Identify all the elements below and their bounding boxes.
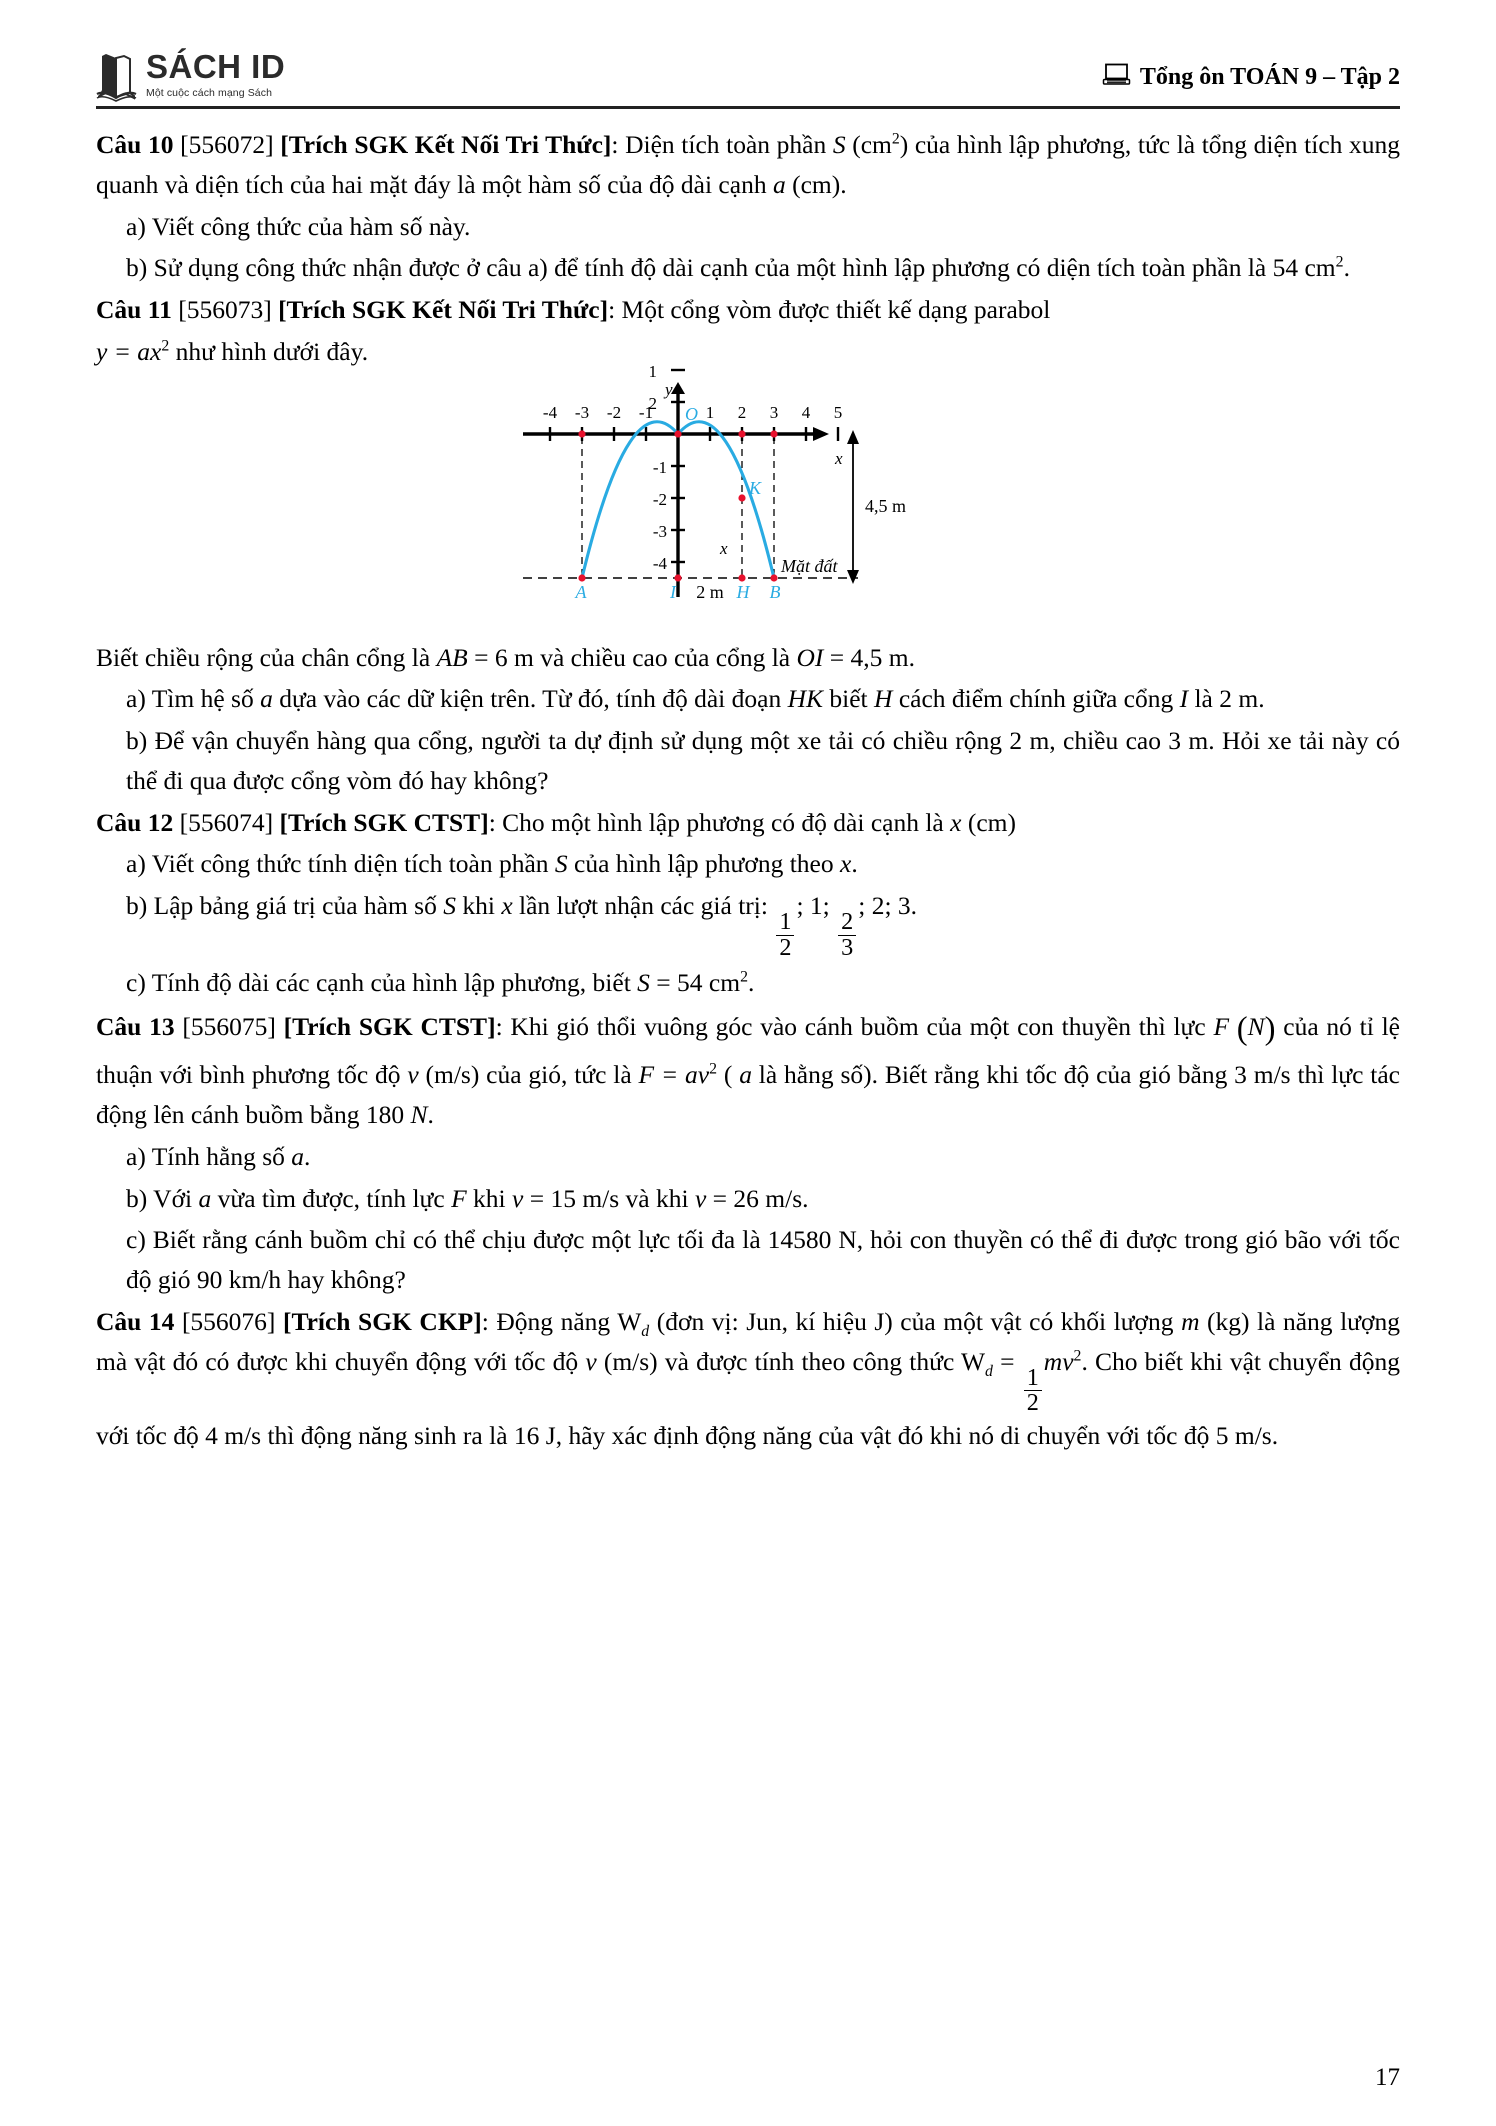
q13-part-a (96, 1137, 1400, 1177)
q14-text-2: (đơn vị: Jun, kí hiệu J) của một vật có khối lượng (649, 1306, 1182, 1336)
q10-unit: cm (860, 130, 892, 159)
q13-b-text-5: = 26 m/s. (706, 1183, 809, 1213)
header-title-text: Tổng ôn TOÁN 9 – Tập 2 (1139, 64, 1400, 90)
q11-given (96, 638, 1400, 678)
q13-text-3: (m/s) của gió, tức là (418, 1060, 639, 1090)
fraction-denominator: 3 (838, 935, 856, 961)
q14-formula-eq: = (992, 1346, 1022, 1376)
brand-tagline: Một cuộc cách mạng Sách (146, 86, 273, 99)
svg-text:5: 5 (833, 402, 843, 422)
q12-c-text-3: . (748, 967, 755, 997)
svg-text:2 m: 2 m (696, 581, 724, 602)
q14-text-1: : Động năng W (481, 1306, 642, 1336)
q14-label: Câu 14 (96, 1306, 175, 1336)
page-number: 17 (1375, 2064, 1400, 2091)
header-title-block (1103, 63, 1400, 106)
q10-source: [Trích SGK Kết Nối Tri Thức] (280, 130, 612, 159)
svg-text:O: O (685, 403, 698, 424)
fraction-two-thirds (838, 910, 856, 960)
q10-part-b-end: . (1343, 253, 1350, 283)
fraction-numerator: 1 (779, 908, 792, 936)
fraction-numerator: 2 (841, 908, 854, 936)
svg-text:2: 2 (737, 402, 747, 422)
q12-text-2: (cm) (961, 807, 1016, 837)
q12-part-c (96, 963, 1400, 1003)
q11-a-text-4: cách điểm chính giữa cổng (892, 684, 1180, 714)
q13-text-6: . (427, 1100, 434, 1130)
svg-text:x: x (720, 538, 728, 558)
svg-text:-4: -4 (652, 553, 667, 573)
q11-a-i: I (1179, 684, 1189, 714)
svg-text:I: I (670, 581, 676, 602)
q12-a-s: S (554, 849, 568, 879)
q12-source: [Trích SGK CTST] (279, 807, 489, 837)
q11-code: [556073] (178, 295, 272, 325)
q12-b-text-2: khi (455, 891, 502, 921)
svg-text:A: A (575, 581, 587, 602)
q13-b-v2: v (694, 1183, 707, 1213)
q11-AB: AB (436, 642, 468, 672)
q13-paren-close: ) (1264, 1011, 1276, 1048)
q12-a-text-1: a) Viết công thức tính diện tích toàn phần (126, 849, 555, 879)
q11-a-text-3: biết (823, 684, 875, 714)
q10-text-1: : Diện tích toàn phần (611, 130, 833, 159)
svg-text:-2: -2 (606, 402, 622, 422)
question-14 (96, 1302, 1400, 1456)
brand-logo (96, 50, 285, 106)
q12-label: Câu 12 (96, 807, 174, 837)
parabola-arch-graph (513, 361, 983, 632)
svg-text:x: x (835, 448, 843, 468)
svg-text:-2: -2 (652, 489, 667, 509)
q12-part-b (96, 886, 1400, 960)
question-10: Câu 10 [556072] [Trích SGK Kết Nối Tri Thức]: Diện tích toàn phần S $(cm^2)$ của hình lập phương, tức là tổng diện tích xung quanh và diện tích của hai mặt đáy là một hàm số của độ dài cạnh a (cm). (96, 130, 1401, 199)
q11-a-text-5: là 2 m. (1188, 684, 1265, 714)
q13-part-b (96, 1179, 1400, 1219)
q12-c-text-2: = 54 cm (649, 967, 741, 997)
q10-sup: 2 (891, 130, 900, 148)
q14-var-v: v (585, 1346, 597, 1376)
q13-formula: F = av (638, 1060, 710, 1090)
q11-source: [Trích SGK Kết Nối Tri Thức] (278, 295, 609, 325)
q13-a-text-1: a) Tính hằng số (126, 1141, 292, 1171)
q13-a-var: a (291, 1141, 305, 1171)
q12-b-end: ; 2; 3. (858, 891, 918, 921)
q14-sub-d: d (641, 1322, 650, 1340)
q11-part-a (96, 679, 1400, 719)
q14-text-5: . Cho biết khi vật chuyển động với tốc độ 4 m/s thì động năng sinh ra là 16 J, hãy xác định động năng của vật đó khi nó di chuyển với tốc độ 5 m/s. (96, 1346, 1400, 1451)
q14-formula-sub: d (985, 1362, 993, 1380)
q11-text-1: : Một cổng vòm được thiết kế dạng parabol (608, 295, 1051, 325)
q13-b-a: a (198, 1183, 212, 1213)
q13-formula-sup: 2 (709, 1060, 717, 1078)
q13-part-c: c) Biết rằng cánh buồm chỉ có thể chịu được một lực tối đa là 14580 N, hỏi con thuyền có thể đi được trong gió bão với tốc độ gió 90 km/h hay không? (126, 1225, 1400, 1295)
q11-part-b: b) Để vận chuyển hàng qua cổng, người ta dự định sử dụng một xe tải có chiều rộng 2 m, chiều cao 3 m. Hỏi xe tải này có thể đi qua được cổng vòm đó hay không? (126, 726, 1400, 795)
svg-text:-1: -1 (638, 402, 654, 422)
q11-label: Câu 11 (96, 295, 172, 325)
q11-OI-val: = 4,5 m. (823, 642, 915, 672)
q10-part-b (96, 248, 1400, 288)
q13-code: [556075] (182, 1012, 276, 1042)
figure-container (96, 361, 1400, 632)
q12-part-a (96, 844, 1400, 884)
q10-part-b-text: b) Sử dụng công thức nhận được ở câu a) để tính độ dài cạnh của một hình lập phương có diện tích toàn phần là 54 cm (126, 253, 1336, 283)
q10-var-s: S (832, 130, 846, 159)
q12-b-text-3: lần lượt nhận các giá trị: (512, 891, 775, 921)
q14-code: [556076] (181, 1306, 276, 1336)
fraction-one-half (776, 910, 794, 960)
q11-formula-line (96, 332, 1400, 372)
q13-paren-open: ( (1236, 1011, 1248, 1048)
question-12 (96, 803, 1400, 843)
q11-AB-val: = 6 m và chiều cao của cổng là (467, 642, 797, 672)
q12-c-s: S (637, 967, 650, 997)
q10-label: Câu 10 (96, 130, 174, 159)
svg-text:3: 3 (769, 402, 779, 422)
svg-text:1: 1 (648, 361, 657, 381)
svg-text:K: K (749, 477, 762, 498)
question-13 (96, 1004, 1400, 1134)
svg-text:-3: -3 (574, 402, 590, 422)
q14-text-4: (m/s) và được tính theo công thức W (596, 1346, 986, 1376)
q12-var-x: x (950, 807, 962, 837)
q13-b-text-4: = 15 m/s và khi (523, 1183, 695, 1213)
q13-var-v: v (407, 1060, 419, 1090)
q13-text-5: là hằng số). Biết rằng khi tốc độ của gió bằng 3 m/s thì lực tác động lên cánh buồm bằng 180 (96, 1060, 1400, 1130)
q14-formula-sup: 2 (1073, 1347, 1082, 1365)
q13-b-text-1: b) Với (126, 1183, 199, 1213)
q12-b-s: S (443, 891, 456, 921)
brand-text-block (146, 50, 285, 98)
q12-b-x: x (501, 891, 513, 921)
brand-name: SÁCH ID (146, 48, 286, 85)
svg-text:B: B (769, 581, 781, 602)
fraction-numerator: 1 (1026, 1363, 1039, 1391)
q10-part-b-sup: 2 (1335, 253, 1344, 271)
q13-var-a: a (739, 1060, 752, 1090)
q11-OI: OI (796, 642, 824, 672)
svg-text:2: 2 (648, 393, 657, 413)
q12-a-x: x (840, 849, 852, 879)
q13-label: Câu 13 (96, 1012, 175, 1042)
q11-given-text-1: Biết chiều rộng của chân cổng là (96, 642, 437, 672)
document-body (96, 109, 1400, 1456)
q13-b-f: F (451, 1183, 467, 1213)
q13-n: N (410, 1100, 428, 1130)
laptop-icon (1103, 63, 1130, 92)
question-11 (96, 290, 1400, 330)
q11-a-var: a (260, 684, 273, 714)
q14-var-m: m (1181, 1306, 1200, 1336)
q13-b-text-2: vừa tìm được, tính lực (211, 1183, 452, 1213)
q12-code: [556074] (179, 807, 274, 837)
svg-text:-3: -3 (652, 521, 667, 541)
q10-code: [556072] (180, 130, 274, 159)
svg-text:y: y (665, 379, 673, 399)
q11-a-text-1: a) Tìm hệ số (126, 684, 261, 714)
q12-c-text-1: c) Tính độ dài các cạnh của hình lập phương, biết (126, 967, 638, 997)
q10-var-a: a (772, 169, 786, 199)
q12-b-mid: ; 1; (796, 891, 837, 921)
q10-text-3: (cm). (785, 169, 847, 199)
q13-b-text-3: khi (466, 1183, 512, 1213)
q10-part-a: a) Viết công thức của hàm số này. (126, 211, 471, 241)
q11-a-text-2: dựa vào các dữ kiện trên. Từ đó, tính độ dài đoạn (272, 684, 788, 714)
svg-text:4,5 m: 4,5 m (865, 495, 907, 516)
fraction-denominator: 2 (776, 935, 794, 961)
q14-text-3: (kg) là năng lượng mà vật đó có được khi chuyển động với tốc độ (96, 1306, 1400, 1376)
svg-text:4: 4 (801, 402, 811, 422)
q11-text-2: như hình dưới đây. (169, 336, 369, 366)
q11-a-h: H (874, 684, 893, 714)
svg-text:1: 1 (705, 402, 715, 422)
q13-text-4: ( (717, 1060, 740, 1090)
q13-unit-n: N (1247, 1012, 1265, 1042)
q14-source: [Trích SGK CKP] (282, 1306, 482, 1336)
q14-formula-mv: mv (1043, 1346, 1074, 1376)
svg-text:H: H (736, 581, 750, 602)
q12-a-text-3: . (851, 849, 858, 879)
q12-a-text-2: của hình lập phương theo (567, 849, 841, 879)
q13-var-f: F (1213, 1012, 1230, 1042)
svg-text:Mặt đất: Mặt đất (781, 555, 838, 576)
q12-c-sup: 2 (740, 968, 748, 986)
q10-text-2: ) của hình lập phương, tức là tổng diện tích xung quanh và diện tích của hai mặt đáy là một hàm số của độ dài cạnh (96, 130, 1401, 199)
q13-text-1: : Khi gió thổi vuông góc vào cánh buồm của một con thuyền thì lực (495, 1012, 1214, 1042)
q13-b-v1: v (511, 1183, 524, 1213)
fraction-one-half-energy (1024, 1363, 1042, 1417)
q12-b-text-1: b) Lập bảng giá trị của hàm số (126, 891, 444, 921)
svg-text:-4: -4 (542, 402, 558, 422)
q11-a-hk: HK (787, 684, 824, 714)
q12-text-1: : Cho một hình lập phương có độ dài cạnh là (488, 807, 951, 837)
q13-text-2: của nó tỉ lệ thuận với bình phương tốc độ (96, 1012, 1400, 1090)
page-header (96, 0, 1400, 106)
q11-formula-sup: 2 (161, 337, 170, 355)
open-book-icon (96, 50, 138, 102)
svg-text:-1: -1 (652, 457, 667, 477)
q13-a-text-2: . (304, 1141, 311, 1171)
q13-source: [Trích SGK CTST] (283, 1012, 496, 1042)
q11-formula: y = ax (96, 336, 162, 366)
fraction-denominator: 2 (1024, 1390, 1042, 1416)
